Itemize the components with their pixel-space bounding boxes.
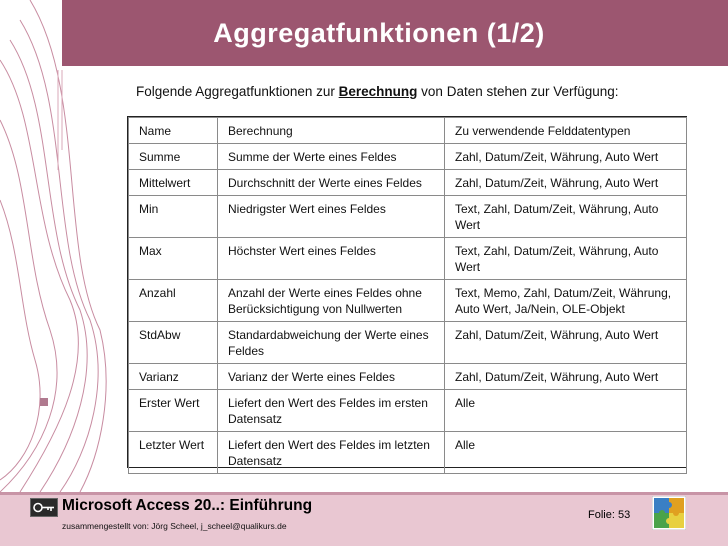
table-cell: Durchschnitt der Werte eines Feldes (218, 170, 445, 196)
table-cell: Summe (129, 144, 218, 170)
table-row (129, 196, 687, 238)
table-cell: Anzahl (129, 280, 218, 322)
table-row (129, 364, 687, 390)
title-band (62, 0, 728, 66)
table-cell: Varianz der Werte eines Feldes (218, 364, 445, 390)
decorative-curves (0, 0, 120, 492)
table-cell: Letzter Wert (129, 432, 218, 474)
table-header-row (129, 118, 687, 144)
table-cell: Zahl, Datum/Zeit, Währung, Auto Wert (445, 170, 687, 196)
key-icon (30, 498, 58, 517)
table-cell: Alle (445, 390, 687, 432)
table-cell: Höchster Wert eines Feldes (218, 238, 445, 280)
header-cell: Berechnung (218, 118, 445, 144)
table-cell: Summe der Werte eines Feldes (218, 144, 445, 170)
footer-title: Microsoft Access 20..: Einführung (62, 497, 313, 514)
footer-divider (0, 492, 728, 495)
slide-title: Aggregatfunktionen (1/2) (213, 17, 545, 48)
table-cell: Alle (445, 432, 687, 474)
table-row (129, 432, 687, 474)
table-cell: Zahl, Datum/Zeit, Währung, Auto Wert (445, 364, 687, 390)
table-cell: Liefert den Wert des Feldes im letzten Datensatz (218, 432, 445, 474)
table-cell: Anzahl der Werte eines Feldes ohne Berücksichtigung von Nullwerten (218, 280, 445, 322)
table-cell: Text, Memo, Zahl, Datum/Zeit, Währung, Auto Wert, Ja/Nein, OLE-Objekt (445, 280, 687, 322)
header-cell: Zu verwendende Felddatentypen (445, 118, 687, 144)
table-cell: Erster Wert (129, 390, 218, 432)
table-cell: Mittelwert (129, 170, 218, 196)
table-cell: Min (129, 196, 218, 238)
table-cell: Max (129, 238, 218, 280)
footer-subtitle: zusammengestellt von: Jörg Scheel, j_scheel@qualikurs.de (62, 521, 287, 531)
table-row (129, 280, 687, 322)
table-cell: Niedrigster Wert eines Feldes (218, 196, 445, 238)
table-cell: Varianz (129, 364, 218, 390)
footer (0, 492, 728, 546)
table-cell: Zahl, Datum/Zeit, Währung, Auto Wert (445, 322, 687, 364)
intro-text (136, 84, 619, 99)
header-cell: Name (129, 118, 218, 144)
slide-number: Folie: 53 (588, 509, 631, 521)
table-cell: Standardabweichung der Werte eines Feldes (218, 322, 445, 364)
table-cell: Text, Zahl, Datum/Zeit, Währung, Auto Wert (445, 238, 687, 280)
table-row (129, 144, 687, 170)
table-row (129, 170, 687, 196)
table-cell: Zahl, Datum/Zeit, Währung, Auto Wert (445, 144, 687, 170)
aggregate-functions-table (127, 116, 687, 468)
table-cell: StdAbw (129, 322, 218, 364)
table-row (129, 390, 687, 432)
intro-emphasis: Berechnung (338, 84, 418, 99)
table-cell: Text, Zahl, Datum/Zeit, Währung, Auto Wert (445, 196, 687, 238)
table-row (129, 322, 687, 364)
puzzle-icon (652, 496, 686, 530)
table-row (129, 238, 687, 280)
intro-suffix: von Daten stehen zur Verfügung: (417, 84, 619, 99)
table-cell: Liefert den Wert des Feldes im ersten Datensatz (218, 390, 445, 432)
intro-prefix: Folgende Aggregatfunktionen zur (136, 84, 339, 99)
